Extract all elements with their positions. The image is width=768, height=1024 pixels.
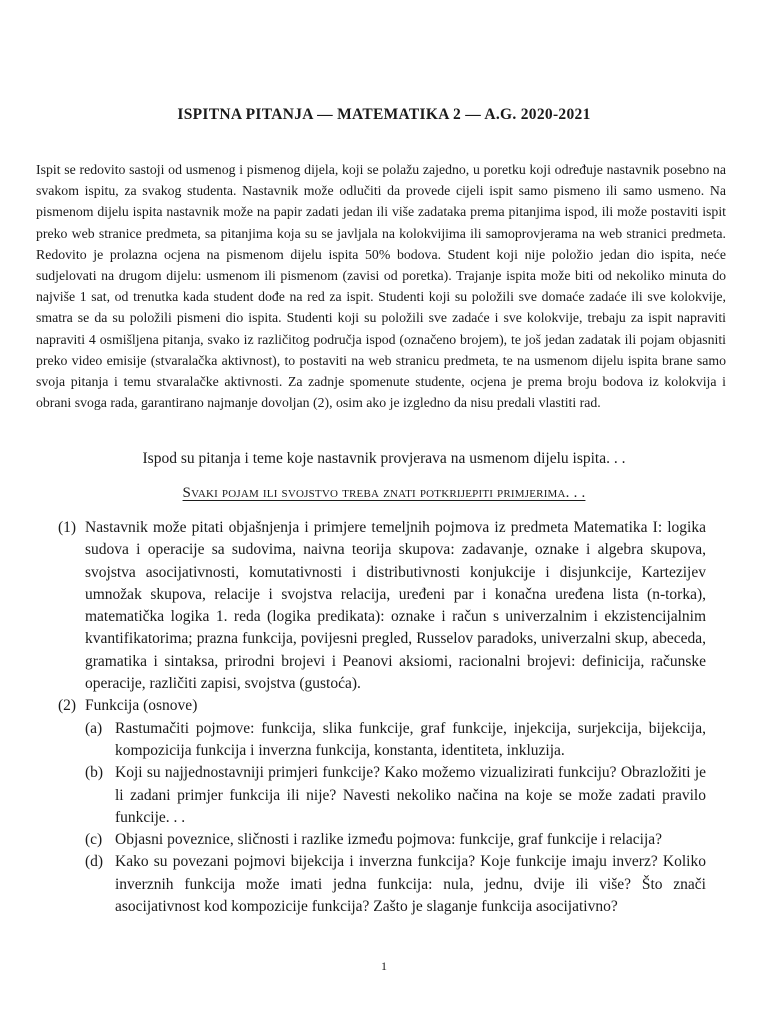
subquestion-item bbox=[85, 829, 706, 851]
question-item bbox=[36, 517, 706, 695]
emphasis-heading: Svaki pojam ili svojstvo treba znati potkrijepiti primjerima. . . bbox=[182, 485, 586, 501]
subquestion-text: Rastumačiti pojmove: funkcija, slika funkcije, graf funkcije, injekcija, surjekcija, bijekcija, kompozicija funkcija i inverzna funkcija, konstanta, identiteta, inkluzija. bbox=[115, 719, 706, 759]
question-text: Funkcija (osnove) bbox=[85, 697, 198, 715]
subquestion-label: (a) bbox=[85, 719, 103, 737]
document-title: ISPITNA PITANJA — MATEMATIKA 2 — A.G. 2020-2021 bbox=[177, 106, 591, 123]
page-number: 1 bbox=[381, 959, 387, 973]
subquestion-text: Kako su povezani pojmovi bijekcija i inverzna funkcija? Koje funkcije imaju inverz? Koliko inverznih funkcija može imati jedna funkcija: nula, jednu, dvije ili više? Što znači asocijativnost kod kompozicije funkcija? Zašto je slaganje funkcija asocijativno? bbox=[115, 853, 706, 916]
question-text: Nastavnik može pitati objašnjenja i primjere temeljnih pojmova iz predmeta Matematika I: logika sudova i operacije sa sudovima, naivna teorija skupova: zadavanje, oznake i algebra skupova, svojstva asocijativnosti, komutativnosti i distributivnosti konjukcije i disjunkcije, Kartezijev umnožak skupova, relacije i svojstva relacija, uređeni par i konačna uređena lista (n-torka), matematička logika 1. reda (logika predikata): oznake i račun s univerzalnim i ekzistencijalnim kvantifikatorima; prazna funkcija, povijesni pregled, Russelov paradoks, univerzalni skup, abeceda, gramatika i sintaksa, prirodni brojevi i Peanovi aksiomi, racionalni brojevi: definicija, računske operacije, različiti zapisi, svojstva (gustoća). bbox=[85, 519, 706, 693]
subquestion-label: (d) bbox=[85, 853, 104, 871]
question-list bbox=[36, 517, 706, 918]
subquestion-item bbox=[85, 851, 706, 918]
subquestion-label: (b) bbox=[85, 764, 104, 782]
subquestion-item bbox=[85, 718, 706, 763]
subquestion-list bbox=[85, 718, 706, 919]
subquestion-text: Koji su najjednostavniji primjeri funkcije? Kako možemo vizualizirati funkciju? Obrazložiti je li zadani primjer funkcija ili nije? Navesti nekoliko načina na koje se može zadati pravilo funkcije. . . bbox=[115, 764, 706, 826]
subquestion-text: Objasni poveznice, sličnosti i razlike između pojmova: funkcije, graf funkcije i relacija? bbox=[115, 831, 663, 849]
question-item bbox=[36, 695, 706, 918]
lead-sentence: Ispod su pitanja i teme koje nastavnik provjerava na usmenom dijelu ispita. . . bbox=[142, 450, 626, 467]
question-number: (1) bbox=[58, 519, 77, 536]
subquestion-label: (c) bbox=[85, 831, 103, 849]
subquestion-item bbox=[85, 762, 706, 829]
intro-paragraph: Ispit se redovito sastoji od usmenog i pismenog dijela, koji se polažu zajedno, u poretku koji određuje nastavnik posebno na svakom ispitu, za svakog studenta. Nastavnik može odlučiti da provede cijeli ispit samo pismeno ili samo usmeno. Na pismenom dijelu ispita nastavnik može na papir zadati jedan ili više zadataka prema pitanjima ispod, ili može postaviti ispit preko web stranice predmeta, sa pitanjima koja su se javljala na kolokvijima ili samoprovjerama na web stranici predmeta. Redovito je prolazna ocjena na pismenom dijelu ispita 50% bodova. Student koji nije položio jedan dio ispita, neće sudjelovati na drugom dijelu: usmenom ili pismenom (zavisi od poretka). Trajanje ispita može biti od nekoliko minuta do najviše 1 sat, od trenutka kada student dođe na red za ispit. Studenti koji su položili sve domaće zadaće ili sve kolokvije, smatra se da su položili pismeni dio ispita. Studenti koji su položili sve zadaće i sve kolokvije, trebaju za ispit napraviti napraviti 4 osmišljena pitanja, svako iz različitog područja ispod (označeno brojem), te još jedan zadatak ili pojam objasniti preko video emisije (stvaralačka aktivnost), to postaviti na web stranicu predmeta, te na usmenom dijelu ispita brane samo svoja pitanja i temu stvaralačke aktivnosti. Za zadnje spomenute studente, ocjena je prema broju bodova iz kolokvija i obrani svoga rada, garantirano najmanje dovoljan (2), osim ako je izgledno da nisu predali vlastiti rad. bbox=[36, 162, 726, 411]
question-number: (2) bbox=[58, 697, 77, 715]
